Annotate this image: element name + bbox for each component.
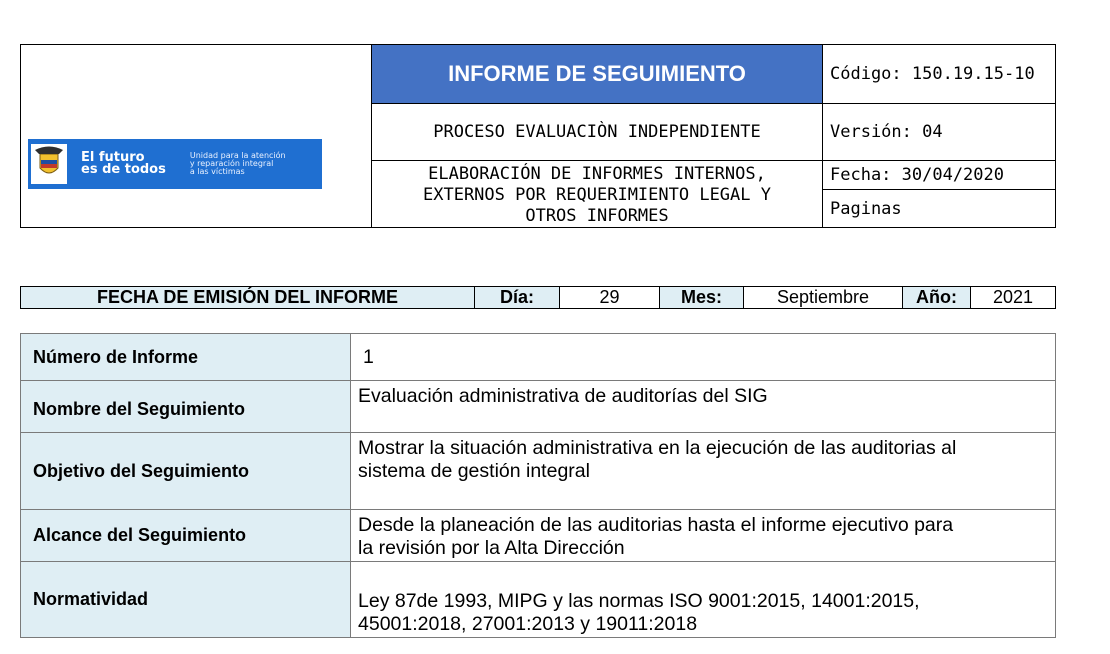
objective-line-2: sistema de gestión integral [358, 460, 590, 482]
version-cell [823, 104, 1055, 161]
pages-cell [823, 190, 1055, 227]
process-cell [372, 104, 823, 161]
scope-value [351, 510, 1055, 561]
norm-line-1: Ley 87de 1993, MIPG y las normas ISO 9001:2015, 14001:2015, [358, 590, 920, 612]
objective-label: Objetivo del Seguimiento [21, 433, 351, 509]
year-value: 2021 [992, 287, 1034, 307]
document-date: Fecha: 30/04/2020 [830, 165, 1004, 185]
norm-line-2: 45001:2018, 27001:2013 y 19011:2018 [358, 613, 698, 635]
table-row [21, 562, 1055, 637]
objective-line-1: Mostrar la situación administrativa en la ejecución de las auditorias al [358, 437, 957, 459]
report-title: INFORME DE SEGUIMIENTO [448, 61, 746, 86]
scope-line-1: Desde la planeación de las auditorias hasta el informe ejecutivo para [358, 514, 954, 536]
procedure-cell [372, 161, 823, 227]
year-label: Año: [903, 287, 971, 308]
number-label: Número de Informe [21, 334, 351, 380]
process-name: PROCESO EVALUACIÒN INDEPENDIENTE [433, 122, 761, 142]
coat-of-arms-icon [31, 144, 67, 184]
table-row [21, 381, 1055, 433]
code-cell [823, 45, 1055, 104]
norm-label: Normatividad [21, 562, 351, 637]
logo-sub-2: y reparación integral [189, 159, 274, 168]
logo-sub-1: Unidad para la atención [189, 151, 286, 160]
norm-value [351, 562, 1055, 637]
number-value: 1 [363, 345, 374, 368]
procedure-line-3: OTROS INFORMES [525, 205, 669, 226]
procedure-line-1: ELABORACIÓN DE INFORMES INTERNOS, [428, 163, 766, 184]
date-cell [823, 161, 1055, 190]
document-header [20, 44, 1056, 228]
day-label: Día: [475, 287, 560, 308]
logo-line-2: es de todos [81, 162, 166, 177]
table-row [21, 510, 1055, 562]
logo-cell [21, 45, 372, 227]
logo-line-1: El futuro [81, 150, 145, 165]
name-value: Evaluación administrativa de auditorías del SIG [358, 385, 768, 407]
procedure-line-2: EXTERNOS POR REQUERIMIENTO LEGAL Y [423, 184, 771, 205]
logo-sub-3: a las víctimas [189, 167, 245, 176]
scope-line-2: la revisión por la Alta Dirección [358, 537, 625, 559]
scope-label: Alcance del Seguimiento [21, 510, 351, 561]
table-row [21, 433, 1055, 510]
title-cell [372, 45, 823, 104]
emission-label: FECHA DE EMISIÓN DEL INFORME [21, 287, 475, 308]
logo [28, 139, 322, 189]
table-row [21, 334, 1055, 381]
document-version: Versión: 04 [830, 122, 943, 142]
name-label: Nombre del Seguimiento [21, 381, 351, 432]
report-info-table [20, 333, 1056, 638]
document-pages: Paginas [830, 198, 902, 219]
day-value: 29 [560, 287, 660, 308]
month-value: Septiembre [744, 287, 903, 308]
objective-value [351, 433, 1055, 509]
month-label: Mes: [660, 287, 744, 308]
document-code: Código: 150.19.15-10 [830, 64, 1035, 84]
emission-date-row [20, 286, 1056, 309]
